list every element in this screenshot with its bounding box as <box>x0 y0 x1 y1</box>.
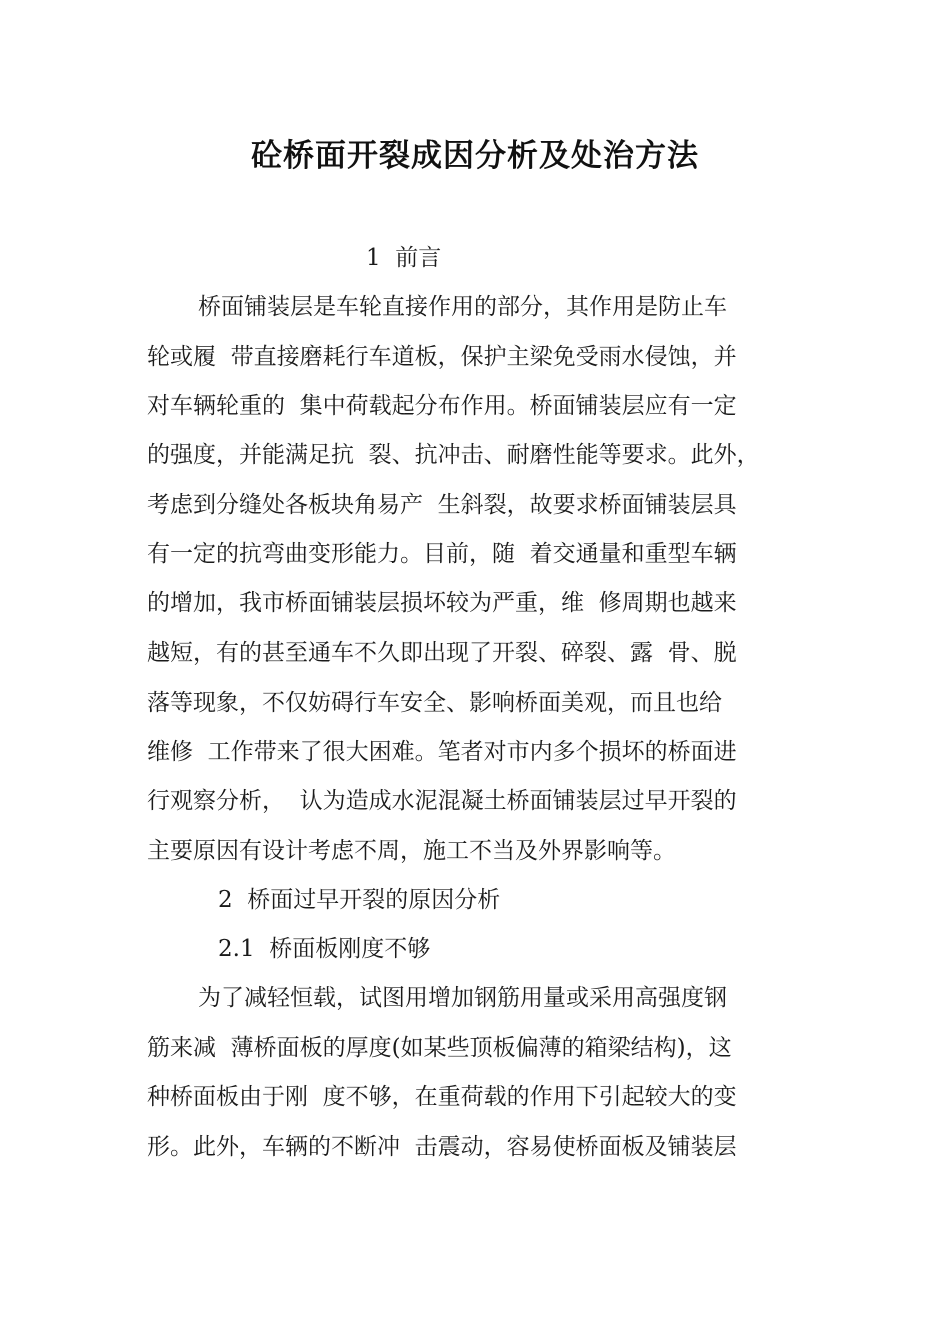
paragraph-line: 对车辆轮重的 集中荷载起分布作用。桥面铺装层应有一定 <box>147 393 737 419</box>
paragraph-line: 桥面铺装层是车轮直接作用的部分，其作用是防止车 <box>198 294 727 320</box>
paragraph-line: 维修 工作带来了很大困难。笔者对市内多个损坏的桥面进 <box>147 739 737 765</box>
paragraph-line: 形。此外，车辆的不断冲 击震动，容易使桥面板及铺装层 <box>147 1134 737 1160</box>
section-heading-2: 2 桥面过早开裂的原因分析 <box>218 887 501 913</box>
paragraph-line: 越短，有的甚至通车不久即出现了开裂、碎裂、露 骨、脱 <box>147 640 737 666</box>
paragraph-line: 的强度，并能满足抗 裂、抗冲击、耐磨性能等要求。此外， <box>147 442 760 468</box>
section-heading-1: 1 前言 <box>366 245 442 271</box>
paragraph-line: 的增加，我市桥面铺装层损坏较为严重，维 修周期也越来 <box>147 590 737 616</box>
paragraph-line: 行观察分析， 认为造成水泥混凝土桥面铺装层过早开裂的 <box>147 788 737 814</box>
paragraph-line: 筋来减 薄桥面板的厚度(如某些顶板偏薄的箱梁结构)，这 <box>147 1035 732 1061</box>
document-title: 砼桥面开裂成因分析及处治方法 <box>251 138 699 174</box>
paragraph-line: 为了减轻恒载，试图用增加钢筋用量或采用高强度钢 <box>198 985 727 1011</box>
paragraph-line: 有一定的抗弯曲变形能力。目前，随 着交通量和重型车辆 <box>147 541 737 567</box>
paragraph-line: 种桥面板由于刚 度不够，在重荷载的作用下引起较大的变 <box>147 1084 737 1110</box>
paragraph-line: 考虑到分缝处各板块角易产 生斜裂，故要求桥面铺装层具 <box>147 492 737 518</box>
paragraph-line: 主要原因有设计考虑不周，施工不当及外界影响等。 <box>147 838 676 864</box>
paragraph-line: 轮或履 带直接磨耗行车道板，保护主梁免受雨水侵蚀，并 <box>147 344 737 370</box>
section-heading-2-1: 2.1 桥面板刚度不够 <box>218 936 431 962</box>
paragraph-line: 落等现象，不仅妨碍行车安全、影响桥面美观，而且也给 <box>147 690 722 716</box>
